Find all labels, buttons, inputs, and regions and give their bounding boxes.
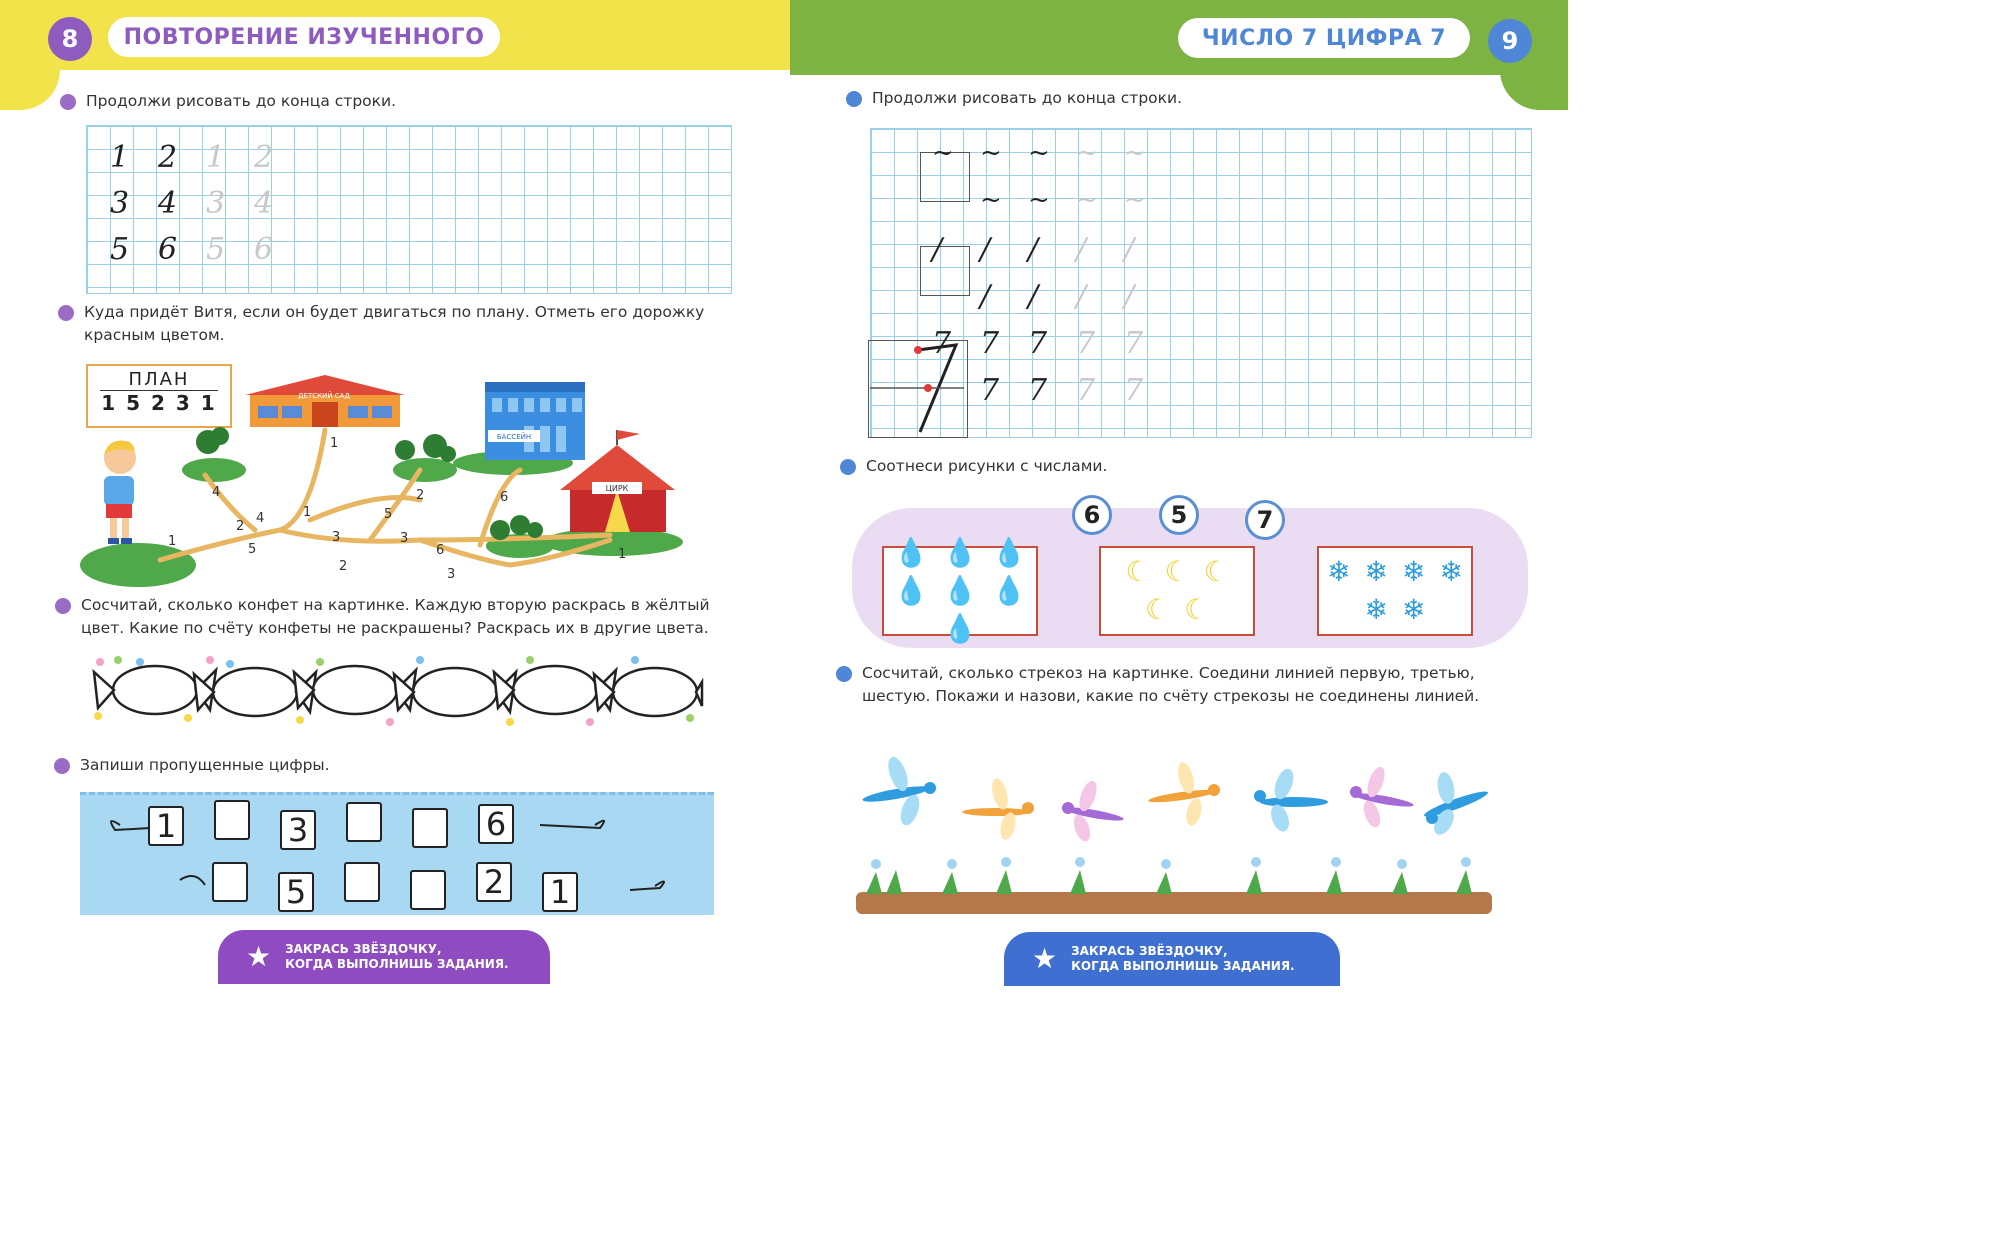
- dragonfly-icon: [1254, 766, 1328, 834]
- right-task3: [836, 662, 1526, 708]
- right-page-number: 9: [1488, 19, 1532, 63]
- pattern-mark-trace: 7: [1076, 373, 1096, 408]
- picture-box-drops[interactable]: [882, 536, 1038, 645]
- left-footer-banner: [218, 930, 550, 984]
- hw-digit-trace: 1: [206, 140, 226, 175]
- hw-digit-trace: 3: [206, 186, 226, 221]
- svg-text:5: 5: [248, 542, 257, 557]
- right-task3-text: Сосчитай, сколько стрекоз на картинке. Соедини линией первую, третью, шестую. Покажи и назови, какие по счёту стрекозы не соединены линией.: [862, 664, 1480, 705]
- svg-text:2: 2: [416, 488, 425, 503]
- number-row-1: [148, 806, 514, 850]
- kindergarten-label: ДЕТСКИЙ САД: [298, 392, 350, 400]
- snowflake-icon: ❄: [1364, 593, 1388, 626]
- pattern-mark-trace: /: [1076, 232, 1087, 267]
- tree-icon: [196, 427, 229, 454]
- water-drop-icon: 💧: [893, 574, 929, 607]
- dragonfly-icon: [1422, 771, 1489, 838]
- pattern-mark: 7: [1028, 326, 1048, 361]
- right-task1-text: Продолжи рисовать до конца строки.: [872, 89, 1183, 107]
- dragonfly-icon: [1350, 765, 1414, 830]
- dragonflies-illustration[interactable]: [856, 752, 1496, 922]
- pattern-mark: ~: [1028, 185, 1050, 215]
- water-drop-icon: 💧: [991, 536, 1027, 569]
- hw-digit-trace: 5: [206, 232, 226, 267]
- svg-text:4: 4: [212, 485, 221, 500]
- number-circle[interactable]: 7: [1245, 500, 1285, 540]
- pattern-mark: /: [1028, 232, 1039, 267]
- water-drop-icon: 💧: [893, 536, 929, 569]
- dragonfly-icon: [962, 777, 1034, 842]
- task-bullet-icon: [840, 459, 856, 475]
- right-footer-line2: КОГДА ВЫПОЛНИШЬ ЗАДАНИЯ.: [1071, 959, 1295, 973]
- right-footer-line1: ЗАКРАСЬ ЗВЁЗДОЧКУ,: [1071, 944, 1228, 958]
- hw-digit-trace: 4: [254, 186, 274, 221]
- plan-title: ПЛАН: [128, 369, 190, 390]
- number-box[interactable]: 6: [478, 804, 514, 844]
- svg-text:3: 3: [447, 567, 456, 582]
- svg-text:1: 1: [168, 534, 177, 549]
- crescent-moon-icon: ☾: [1184, 593, 1210, 626]
- snowflake-icon: ❄: [1327, 555, 1351, 588]
- picture-box-snowflakes[interactable]: [1317, 546, 1473, 636]
- pattern-mark: /: [932, 232, 943, 267]
- hw-digit-trace: 6: [254, 232, 274, 267]
- svg-text:2: 2: [236, 519, 245, 534]
- large-seven-trace: [868, 340, 966, 436]
- number-box-empty[interactable]: [412, 808, 448, 848]
- crescent-moon-icon: ☾: [1125, 555, 1151, 588]
- left-task3-text: Сосчитай, сколько конфет на картинке. Каждую вторую раскрась в жёлтый цвет. Какие по счёту конфеты не раскрашены? Раскрась их в другие цвета.: [81, 596, 710, 637]
- circus-label: ЦИРК: [605, 484, 629, 493]
- left-task4-text: Запиши пропущенные цифры.: [80, 756, 330, 774]
- pattern-mark: 7: [1028, 373, 1048, 408]
- right-page-title: ЧИСЛО 7 ЦИФРА 7: [1178, 18, 1470, 58]
- picture-box-moons[interactable]: [1099, 546, 1255, 636]
- task-bullet-icon: [55, 598, 71, 614]
- snowflake-icon: ❄: [1364, 555, 1388, 588]
- pattern-mark-trace: /: [1076, 279, 1087, 314]
- svg-text:6: 6: [436, 543, 445, 558]
- task-bullet-icon: [58, 305, 74, 321]
- hw-digit: 2: [158, 140, 178, 175]
- crescent-moon-icon: ☾: [1203, 555, 1229, 588]
- pattern-mark-trace: ~: [1076, 185, 1098, 215]
- pattern-mark-trace: 7: [1124, 326, 1144, 361]
- star-icon[interactable]: ★: [1032, 942, 1058, 975]
- pool-label: БАССЕЙН: [496, 433, 532, 441]
- dragonfly-icon: [862, 754, 936, 827]
- number-box[interactable]: 3: [280, 810, 316, 850]
- task-bullet-icon: [846, 91, 862, 107]
- boy-vitya-icon: [104, 441, 136, 545]
- water-drop-icon: 💧: [991, 574, 1027, 607]
- tree-icon: [395, 434, 456, 462]
- hw-digit: 3: [110, 186, 130, 221]
- number-circle[interactable]: 5: [1159, 495, 1199, 535]
- svg-text:1: 1: [618, 547, 627, 562]
- pattern-mark: /: [980, 232, 991, 267]
- left-task2: [58, 301, 728, 347]
- task-bullet-icon: [54, 758, 70, 774]
- left-task2-text: Куда придёт Витя, если он будет двигаться по плану. Отметь его дорожку красным цветом.: [84, 303, 705, 344]
- left-page-number: 8: [48, 17, 92, 61]
- snowflake-icon: ❄: [1402, 555, 1426, 588]
- kindergarten-building-icon: [245, 375, 405, 427]
- right-task1-patterns: [932, 138, 1172, 420]
- left-task3: [55, 594, 735, 640]
- hw-digit: 5: [110, 232, 130, 267]
- ground-strip: [856, 892, 1492, 914]
- pattern-mark: /: [1028, 279, 1039, 314]
- hw-digit-trace: 2: [254, 140, 274, 175]
- right-task2-text: Соотнеси рисунки с числами.: [866, 457, 1108, 475]
- flower-icon: [871, 857, 1471, 869]
- svg-text:1: 1: [303, 505, 312, 520]
- pattern-mark: 7: [980, 326, 1000, 361]
- pattern-mark: [932, 279, 980, 326]
- star-icon[interactable]: ★: [246, 940, 272, 973]
- task-bullet-icon: [836, 666, 852, 682]
- pattern-mark: /: [980, 279, 991, 314]
- left-task4: [54, 754, 734, 777]
- svg-text:3: 3: [332, 530, 341, 545]
- right-footer-banner: [1004, 932, 1340, 986]
- hw-digit: 4: [158, 186, 178, 221]
- number-box-empty[interactable]: [346, 802, 382, 842]
- number-box-empty[interactable]: [344, 862, 380, 902]
- right-task1: [846, 87, 1526, 110]
- left-header-band-tail: [0, 0, 60, 110]
- dragonfly-icon: [1062, 779, 1124, 844]
- candies-illustration[interactable]: [90, 652, 710, 732]
- number-box-empty[interactable]: [212, 862, 248, 902]
- svg-text:6: 6: [500, 490, 509, 505]
- hw-digit: 1: [110, 140, 130, 175]
- crescent-moon-icon: ☾: [1164, 555, 1190, 588]
- grass-icon: [866, 870, 1472, 894]
- pattern-mark: ~: [932, 138, 954, 168]
- left-task1: [60, 90, 740, 113]
- left-footer-line1: ЗАКРАСЬ ЗВЁЗДОЧКУ,: [285, 942, 442, 956]
- pattern-mark-trace: 7: [1076, 326, 1096, 361]
- pool-building-icon: [485, 382, 585, 460]
- pattern-mark-trace: ~: [1124, 185, 1146, 215]
- route-map[interactable]: [80, 370, 700, 590]
- number-box[interactable]: 1: [542, 872, 578, 912]
- svg-text:3: 3: [400, 531, 409, 546]
- pattern-mark-trace: /: [1124, 232, 1135, 267]
- pattern-mark: [932, 185, 980, 232]
- svg-text:4: 4: [256, 511, 265, 526]
- number-box-empty[interactable]: [214, 800, 250, 840]
- hill-icon: [80, 543, 196, 587]
- left-footer-line2: КОГДА ВЫПОЛНИШЬ ЗАДАНИЯ.: [285, 957, 509, 971]
- number-circle[interactable]: 6: [1072, 495, 1112, 535]
- pattern-mark: ~: [1028, 138, 1050, 168]
- snowflake-icon: ❄: [1402, 593, 1426, 626]
- left-task1-digits: [110, 140, 286, 278]
- dragonfly-icon: [1148, 761, 1220, 828]
- left-page-title: ПОВТОРЕНИЕ ИЗУЧЕННОГО: [108, 17, 500, 57]
- plan-sequence: 1 5 2 3 1: [101, 391, 217, 415]
- pattern-mark: 7: [932, 326, 952, 361]
- number-row-2: [212, 862, 578, 912]
- svg-text:2: 2: [339, 559, 348, 574]
- water-drop-icon: 💧: [942, 536, 978, 569]
- hw-digit: 6: [158, 232, 178, 267]
- pattern-mark: ~: [980, 185, 1002, 215]
- water-drop-icon: 💧: [942, 574, 978, 607]
- number-box[interactable]: 1: [148, 806, 184, 846]
- right-task2: [840, 455, 1520, 478]
- crescent-moon-icon: ☾: [1144, 593, 1170, 626]
- pattern-mark: ~: [980, 138, 1002, 168]
- left-task1-text: Продолжи рисовать до конца строки.: [86, 92, 397, 110]
- pattern-mark-trace: 7: [1124, 373, 1144, 408]
- svg-text:5: 5: [384, 507, 393, 522]
- pattern-mark-trace: ~: [1124, 138, 1146, 168]
- number-box[interactable]: 5: [278, 872, 314, 912]
- pattern-mark-trace: ~: [1076, 138, 1098, 168]
- svg-text:1: 1: [330, 436, 339, 451]
- task-bullet-icon: [60, 94, 76, 110]
- number-box-empty[interactable]: [410, 870, 446, 910]
- number-box[interactable]: 2: [476, 862, 512, 902]
- hill-icon: [182, 458, 246, 482]
- water-drop-icon: 💧: [942, 612, 978, 645]
- snowflake-icon: ❄: [1439, 555, 1463, 588]
- pattern-mark-trace: /: [1124, 279, 1135, 314]
- pattern-mark: 7: [980, 373, 1000, 408]
